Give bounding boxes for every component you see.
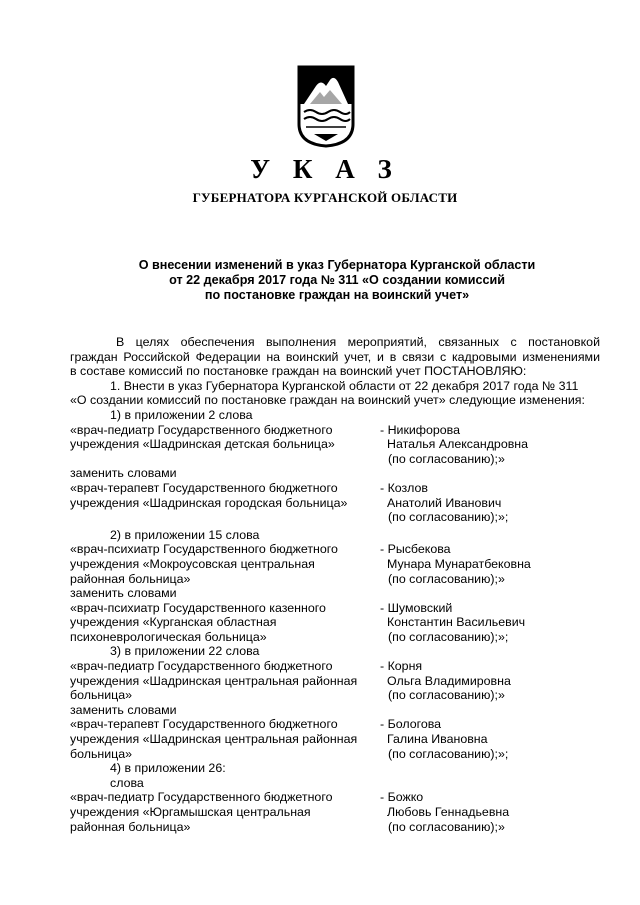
document-title: У К А З [250, 154, 400, 184]
approval-note: (по согласованию);»; [388, 746, 509, 761]
person-surname: - Козлов [380, 480, 428, 495]
person-name: Константин Васильевич [387, 615, 526, 630]
replacement-from [70, 790, 600, 834]
org-line: «врач-терапевт Государственного бюджетного [70, 480, 338, 495]
section-heading: 2) в приложении 15 слова [110, 527, 260, 542]
replacement-to [70, 717, 600, 761]
clause-line: «О создании комиссий по постановке граждан на воинский учет» следующие изменения: [70, 393, 585, 408]
approval-note: (по согласованию);» [388, 451, 505, 466]
replace-label: заменить словами [70, 466, 177, 481]
org-line: учреждения «Юргамышская центральная [70, 805, 311, 819]
replacement-from [70, 542, 600, 586]
approval-note: (по согласованию);» [388, 688, 505, 703]
approval-note: (по согласованию);»; [388, 629, 509, 644]
preamble-line: в составе комиссий по постановке граждан на воинский учет ПОСТАНОВЛЯЮ: [70, 364, 527, 379]
subject-line: по постановке граждан на воинский учет» [204, 288, 470, 302]
person-name: Наталья Александровна [387, 437, 529, 452]
person-surname: - Шумовский [380, 600, 453, 615]
replace-label: заменить словами [70, 702, 177, 717]
replacement-to [70, 481, 600, 525]
section-heading: 3) в приложении 22 слова [110, 644, 260, 659]
replacement-from [70, 423, 600, 467]
org-line: психоневрологическая больница» [70, 629, 267, 644]
subject-line: О внесении изменений в указ Губернатора Курганской области [138, 258, 536, 272]
replace-label: заменить словами [70, 586, 177, 601]
person-surname: - Рысбекова [380, 542, 451, 557]
person-surname: - Корня [380, 659, 423, 674]
section-heading: 1) в приложении 2 слова [110, 407, 253, 422]
org-line: районная больница» [70, 571, 191, 586]
org-line: учреждения «Шадринская центральная районная [70, 673, 358, 688]
person-surname: - Божко [380, 790, 424, 805]
document-subtitle: ГУБЕРНАТОРА КУРГАНСКОЙ ОБЛАСТИ [192, 190, 458, 205]
replacement-to [70, 601, 600, 645]
org-line: «врач-терапевт Государственного бюджетного [70, 717, 338, 732]
person-name: Любовь Геннадьевна [387, 805, 510, 819]
org-line: «врач-педиатр Государственного бюджетного [70, 790, 333, 805]
approval-note: (по согласованию);» [388, 571, 505, 586]
org-line: учреждения «Курганская областная [70, 615, 277, 630]
preamble-line: В целях обеспечения выполнения мероприятий, связанных с постановкой [116, 335, 600, 349]
person-surname: - Бологова [380, 717, 442, 732]
org-line: учреждения «Шадринская центральная районная [70, 732, 358, 747]
org-line: «врач-педиатр Государственного бюджетного [70, 422, 333, 437]
section-subheading: слова [110, 775, 144, 790]
person-name: Ольга Владимировна [387, 673, 511, 688]
org-line: районная больница» [70, 819, 191, 834]
coat-of-arms-icon [296, 64, 356, 148]
subject-line: от 22 декабря 2017 года № 311 «О создании комиссий [169, 273, 505, 287]
approval-note: (по согласованию);» [388, 819, 505, 834]
document-subject [0, 258, 640, 303]
org-line: «врач-психиатр Государственного бюджетного [70, 542, 338, 557]
replacement-from [70, 659, 600, 703]
org-line: учреждения «Шадринская городская больница» [70, 495, 348, 510]
person-name: Мунара Мунаратбековна [387, 556, 531, 571]
org-line: учреждения «Шадринская детская больница» [70, 437, 335, 452]
person-name: Галина Ивановна [387, 732, 488, 747]
section-heading: 4) в приложении 26: [110, 761, 226, 776]
document-body [70, 335, 600, 834]
org-line: учреждения «Мокроусовская центральная [70, 556, 315, 571]
org-line: больница» [70, 746, 133, 761]
clause-line: 1. Внести в указ Губернатора Курганской области от 22 декабря 2017 года № 311 [110, 378, 579, 393]
org-line: «врач-психиатр Государственного казенного [70, 600, 326, 615]
approval-note: (по согласованию);»; [388, 510, 509, 525]
person-name: Анатолий Иванович [387, 495, 502, 510]
org-line: «врач-педиатр Государственного бюджетного [70, 659, 333, 674]
person-surname: - Никифорова [380, 422, 460, 437]
org-line: больница» [70, 688, 133, 703]
preamble-line: граждан Российской Федерации на воинский учет, и в связи с кадровыми изменениями [70, 349, 600, 364]
